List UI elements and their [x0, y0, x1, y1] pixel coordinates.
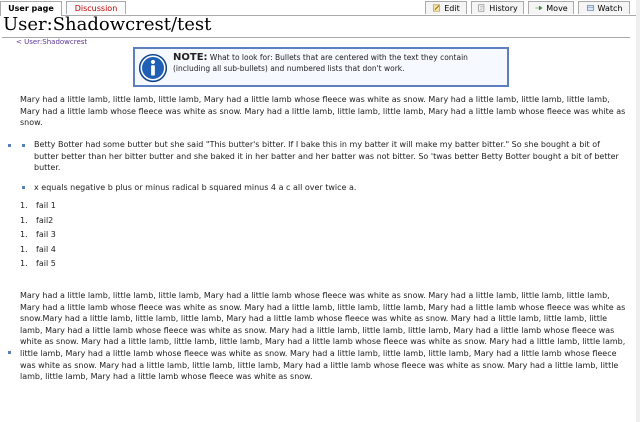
- breadcrumb[interactable]: < User:Shadowcrest: [16, 38, 88, 46]
- move-button[interactable]: [528, 1, 574, 14]
- move-arrow-icon: [534, 4, 543, 12]
- list-text: fail 3: [36, 230, 56, 239]
- list-number: 1.: [20, 201, 28, 210]
- history-label: History: [489, 3, 518, 13]
- info-icon: [138, 53, 168, 83]
- list-item: [20, 244, 56, 255]
- watch-label: Watch: [597, 3, 623, 13]
- edit-label: Edit: [444, 3, 460, 13]
- list-item: [20, 215, 53, 226]
- move-label: Move: [546, 3, 568, 13]
- title-divider: [2, 37, 630, 38]
- edit-button[interactable]: [425, 1, 467, 14]
- watch-icon: [586, 4, 595, 12]
- list-text: fail2: [36, 216, 54, 225]
- bullet-marker: [22, 186, 25, 189]
- list-item-quadratic: x equals negative b plus or minus radical b squared minus 4 a c all over twice a.: [34, 183, 357, 192]
- list-text: fail 5: [36, 259, 56, 268]
- list-text: fail 4: [36, 245, 56, 254]
- note-label: NOTE:: [173, 52, 208, 63]
- history-icon: [477, 4, 486, 12]
- list-number: 1.: [20, 245, 28, 254]
- list-number: 1.: [20, 230, 28, 239]
- bullet-marker: [22, 144, 25, 147]
- list-item: [20, 200, 56, 211]
- note-body: What to look for: Bullets that are centered with the text they contain (including all sub-bullets) and numbered lists that don't work.: [173, 53, 468, 73]
- list-item: [20, 258, 56, 269]
- list-text: fail 1: [36, 201, 56, 210]
- watch-button[interactable]: [578, 1, 630, 14]
- list-number: 1.: [20, 216, 28, 225]
- tab-user-page[interactable]: User page: [0, 1, 62, 16]
- list-item-betty-botter: Betty Botter had some butter but she said "This butter's bitter. If I bake this in my batter it will make my batter bitter." So she bought a bit of butter better than her bitter butter and she baked it in her batter and her batter was not bitter. So 'twas better Betty Botter bought a bit of better butter.: [34, 140, 619, 173]
- paragraph-intro: Mary had a little lamb, little lamb, little lamb, Mary had a little lamb whose fleece was white as snow. Mary had a little lamb, little lamb, little lamb, Mary had a little lamb whose fleece was white as snow. Mary had a little lamb, little lamb, little lamb, Mary had a little lamb whose fleece was white as snow.: [20, 95, 626, 128]
- note-box: [133, 47, 509, 87]
- paragraph-long: Mary had a little lamb, little lamb, little lamb, Mary had a little lamb whose fleece was white as snow. Mary had a little lamb, little lamb, little lamb, Mary had a little lamb whose fleece was white as snow. Mary had a little lamb, little lamb, little lamb, Mary had a little lamb whose fleece was white as snow.Mary had a little lamb, little lamb, little lamb, Mary had a little lamb whose fleece was white as snow. Mary had a little lamb, little lamb, little lamb, Mary had a little lamb whose fleece was white as snow. Mary had a little lamb, little lamb, little lamb, Mary had a little lamb whose fleece was white as snow. Mary had a little lamb, little lamb, little lamb, Mary had a little lamb whose fleece was white as snow. Mary had a little lamb, little lamb, little lamb, Mary had a little lamb whose fleece was white as snow. Mary had a little lamb, little lamb, little lamb, Mary had a little lamb whose fleece was white as snow. Mary had a little lamb, little lamb, little lamb, Mary had a little lamb whose fleece was white as snow. Mary had a little lamb, little lamb, little lamb, Mary had a little lamb whose fleece was white as snow.: [20, 291, 626, 382]
- list-item: [20, 229, 56, 240]
- tab-discussion[interactable]: Discussion: [66, 1, 126, 14]
- page-title: User:Shadowcrest/test: [3, 14, 212, 35]
- list-number: 1.: [20, 259, 28, 268]
- scrollbar[interactable]: [636, 0, 640, 422]
- bullet-marker: [8, 351, 11, 354]
- history-button[interactable]: [471, 1, 524, 14]
- note-text: [173, 52, 505, 74]
- bullet-marker: [8, 144, 11, 147]
- pencil-icon: [432, 4, 441, 12]
